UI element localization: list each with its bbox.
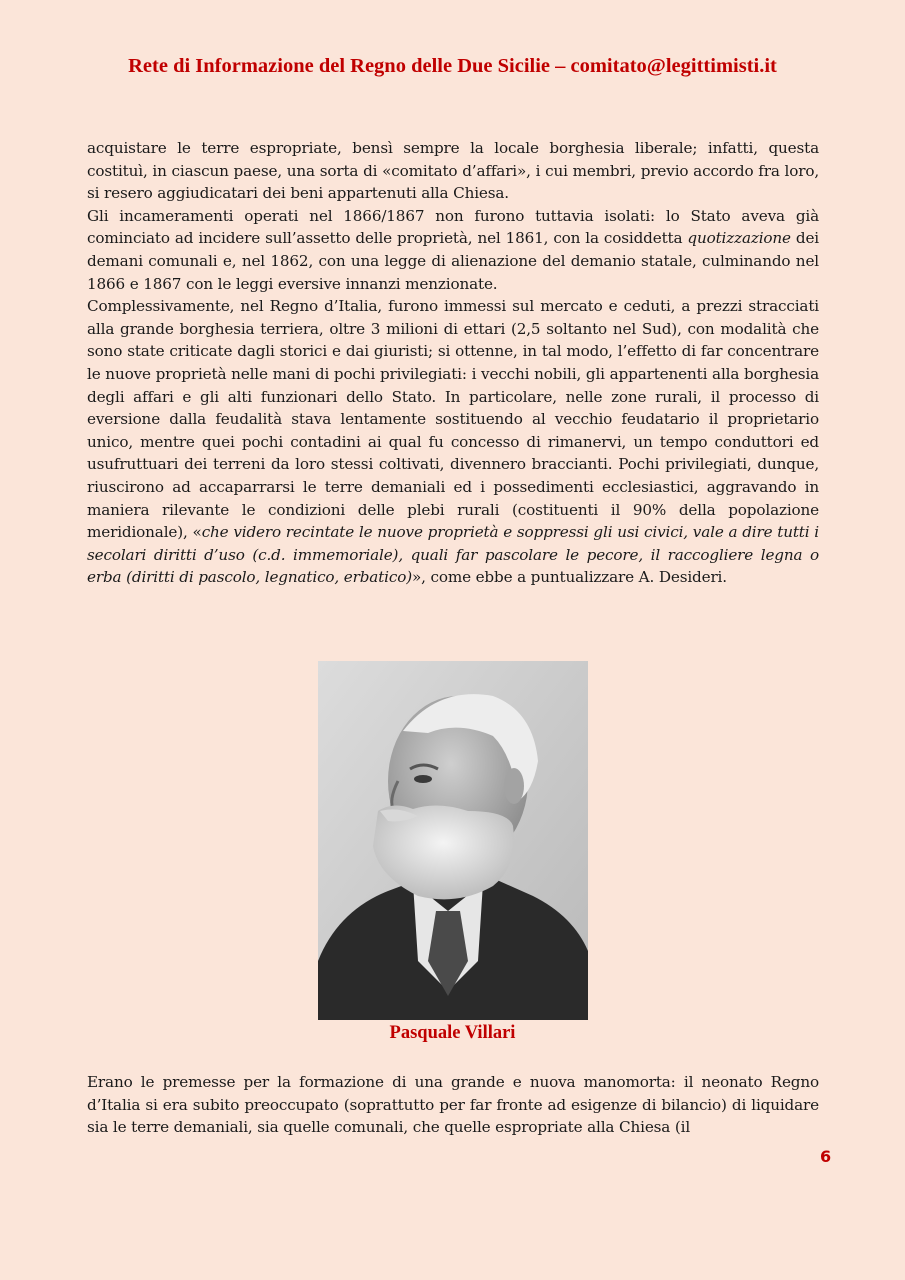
paragraph-1: acquistare le terre espropriate, bensì sempre la locale borghesia liberale; infatti, questa costituì, in ciascun paese, una sorta di «comitato d’affari», i cui membri, previo accordo fra loro, si resero aggiudicatari dei beni appartenuti alla Chiesa.	[87, 139, 819, 203]
paragraph-3-quote: che videro recintate le nuove proprietà e soppressi gli usi civici, vale a dire tutti i secolari diritti d’uso (c.d. immemoriale), quali far pascolare le pecore, il raccogliere legna o erba (diritti di pascolo, legnatico, erbatico)	[87, 523, 819, 587]
paragraph-2-part-b: dei demani comunali e, nel 1862, con una legge di alienazione del demanio statale, culminando nel 1866 e 1867 con le leggi eversive innanzi menzionate.	[87, 229, 819, 293]
paragraph-2-emphasis: quotizzazione	[687, 229, 791, 248]
page-number: 6	[820, 1147, 832, 1166]
paragraph-2	[87, 205, 819, 295]
photo-caption: Pasquale Villari	[389, 1023, 516, 1043]
portrait-photo	[318, 661, 588, 1020]
portrait-illustration	[318, 661, 588, 1020]
page-header: Rete di Informazione del Regno delle Due Sicilie – comitato@legittimisti.it	[128, 55, 777, 77]
body-text-top	[87, 137, 819, 589]
paragraph-2-part-a: Gli incameramenti operati nel 1866/1867 non furono tuttavia isolati: lo Stato aveva già cominciato ad incidere sull’assetto delle proprietà, nel 1861, con la cosiddetta	[87, 206, 819, 248]
paragraph-3-part-a: Complessivamente, nel Regno d’Italia, furono immessi sul mercato e ceduti, a prezzi stracciati alla grande borghesia terriera, oltre 3 milioni di ettari (2,5 soltanto nel Sud), con modalità che sono state criticate dagli storici e dai giuristi; si ottenne, in tal modo, l’effetto di far concentrare le nuove proprietà nelle mani di pochi privilegiati: i vecchi nobili, gli appartenenti alla borghesia degli affari e gli alti funzionari dello Stato. In particolare, nelle zone rurali, il processo di eversione dalla feudalità stava lentamente sostituendo al vecchio feudatario il proprietario unico, mentre quei pochi contadini ai qual fu concesso di rimanervi, un tempo conduttori ed usufruttuari dei terreni da loro stessi coltivati, divennero braccianti. Pochi privilegiati, dunque, riuscirono ad accaparrarsi le terre demaniali ed i possedimenti ecclesiastici, aggravando in maniera rilevante le condizioni delle plebi rurali (costituenti il 90% della popolazione meridionale), «	[87, 297, 819, 542]
paragraph-3	[87, 295, 819, 589]
paragraph-4: Erano le premesse per la formazione di una grande e nuova manomorta: il neonato Regno d’Italia si era subito preoccupato (soprattutto per far fronte ad esigenze di bilancio) di liquidare sia le terre demaniali, sia quelle comunali, che quelle espropriate alla Chiesa (il	[87, 1073, 819, 1137]
body-text-bottom	[87, 1071, 819, 1139]
paragraph-3-part-b: », come ebbe a puntualizzare A. Desideri.	[411, 568, 727, 587]
